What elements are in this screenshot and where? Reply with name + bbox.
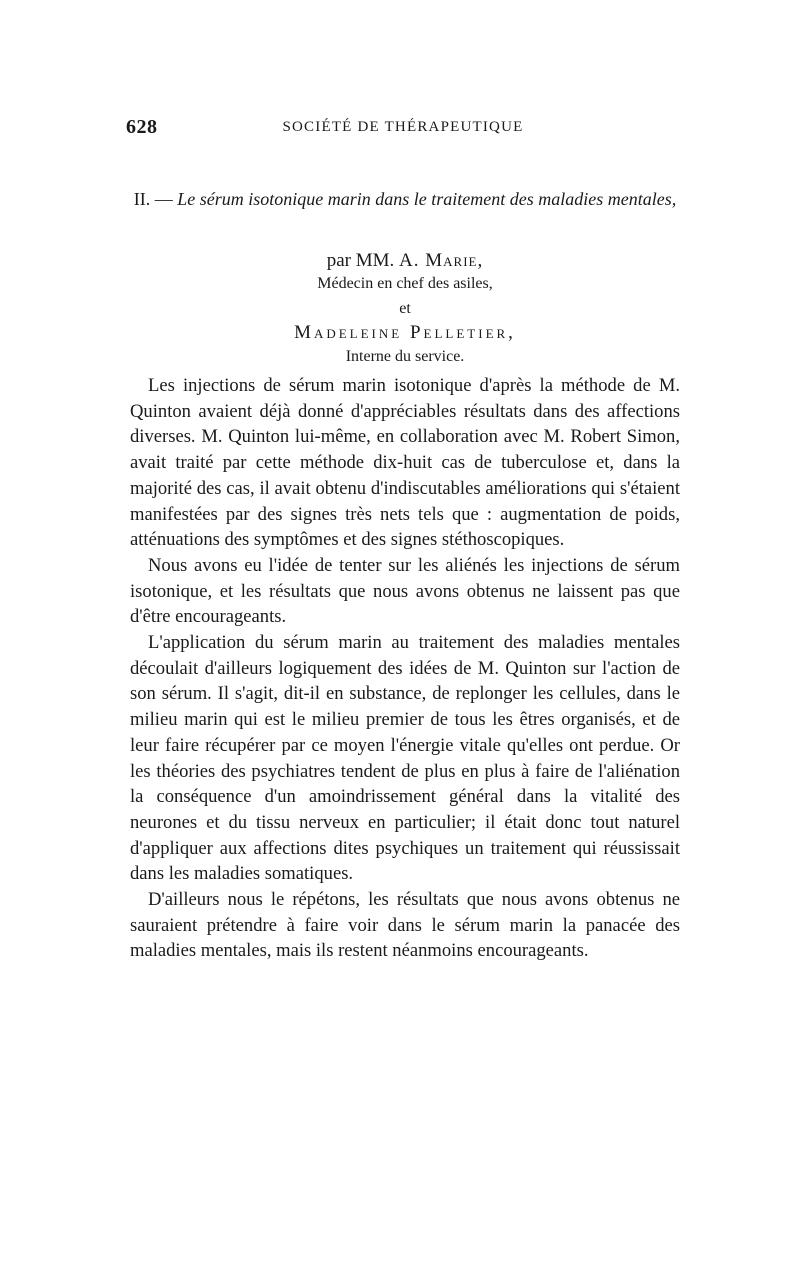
paragraph: Les injections de sérum marin isotonique d'après la méthode de M. Quinton avaient déjà donné d'appréciables résultats dans des affections diverses. M. Quinton lui-même, en collaboration avec M. Robert Simon, avait traité par cette méthode dix-huit cas de tuberculose et, dans la majorité des cas, il avait obtenu d'indiscutables améliorations qui s'étaient manifestées par des signes très nets tels que : augmentation de poids, atténuations des symptômes et des signes stéthoscopiques. bbox=[130, 375, 680, 551]
author-1-role: Médecin en chef des asiles, bbox=[317, 275, 493, 292]
byline-conjunction: et bbox=[399, 300, 411, 317]
article-title-text: Le sérum isotonique marin dans le traitement des maladies mentales, bbox=[177, 189, 677, 209]
author-2-name: Madeleine Pelletier, bbox=[294, 322, 516, 343]
byline-intro: par MM. bbox=[326, 250, 395, 271]
author-2-role: Interne du service. bbox=[345, 348, 465, 365]
article-number: II. — bbox=[133, 189, 173, 209]
article-body bbox=[130, 373, 680, 964]
journal-title: SOCIÉTÉ DE THÉRAPEUTIQUE bbox=[282, 119, 524, 135]
article-title bbox=[130, 186, 680, 212]
byline-authors-intro bbox=[130, 250, 680, 272]
paragraph: L'application du sérum marin au traitement des maladies mentales découlait d'ailleurs logiquement des idées de M. Quinton sur l'action de son sérum. Il s'agit, dit-il en substance, de replonger les cellules, dans le milieu marin qui est le milieu premier de tous les êtres organisés, et de leur faire récupérer par ce moyen l'énergie vitale qu'elles ont perdue. Or les théories des psychiatres tendent de plus en plus à faire de l'aliénation la conséquence d'un amoindrissement général dans la vitalité des neurones et du tissu nerveux en particulier; il était donc tout naturel d'appliquer aux affections dites psychiques un traitement qui réussissait dans les maladies somatiques. bbox=[130, 632, 680, 885]
running-header bbox=[126, 116, 680, 140]
page-number: 628 bbox=[126, 116, 158, 138]
paragraph: D'ailleurs nous le répétons, les résultats que nous avons obtenus ne sauraient prétendre à faire voir dans le sérum marin la panacée des maladies mentales, mais ils restent néanmoins encourageants. bbox=[130, 889, 680, 962]
author-1-name: A. Marie, bbox=[399, 250, 484, 271]
paragraph: Nous avons eu l'idée de tenter sur les aliénés les injections de sérum isotonique, et les résultats que nous avons obtenus ne laissent pas que d'être encourageants. bbox=[130, 554, 680, 628]
